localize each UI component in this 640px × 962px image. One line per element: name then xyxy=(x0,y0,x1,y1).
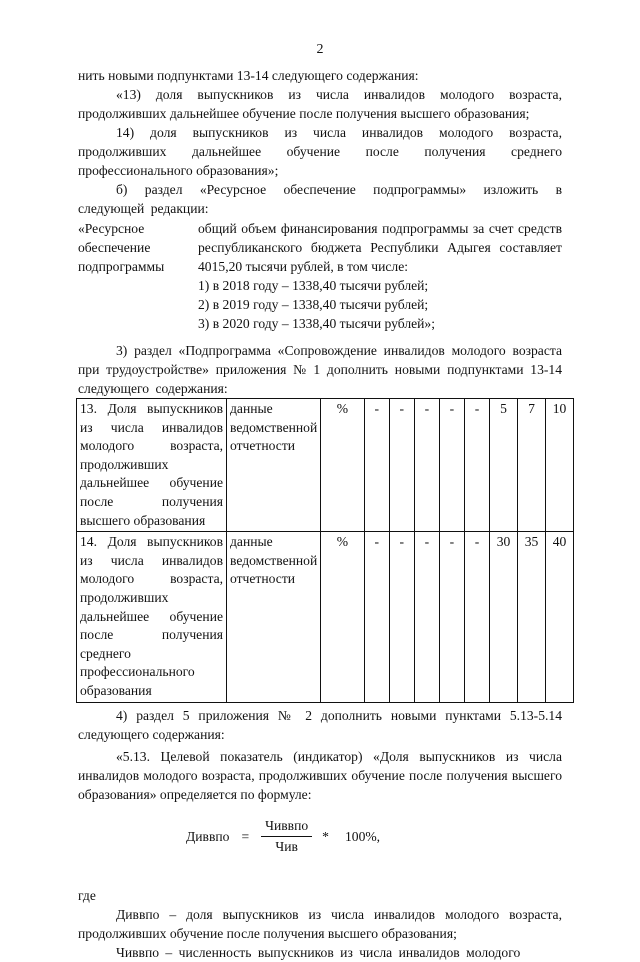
table-cell: - xyxy=(439,399,464,532)
formula-equals: = xyxy=(241,828,250,844)
formula-fraction xyxy=(261,818,312,855)
item-14-paragraph: 14) доля выпускников из числа инвалидов молодого возраста, продолживших дальнейшее обучение после получения среднего профессионального образования»; xyxy=(78,125,562,178)
formula-lhs: Диввпо xyxy=(186,828,230,844)
table-cell: - xyxy=(464,532,489,702)
resource-text-block xyxy=(198,219,562,333)
resource-year-2018: 1) в 2018 году – 1338,40 тысячи рублей; xyxy=(198,278,429,293)
formula-operator: * xyxy=(322,828,329,844)
indicator-table xyxy=(76,398,574,703)
resource-block xyxy=(78,219,562,333)
resource-text: общий объем финансирования подпрограммы за счет средств республиканского бюджета Республики Адыгея составляет 4015,20 тысячи рублей, в том числе: xyxy=(198,221,562,274)
table-cell: 5 xyxy=(490,399,518,532)
table-cell: 10 xyxy=(545,399,573,532)
table-cell: 35 xyxy=(518,532,546,702)
definition-1: Диввпо – доля выпускников из числа инвалидов молодого возраста, продолживших обучение после получения высшего образования; xyxy=(78,906,562,941)
table-cell: - xyxy=(364,399,389,532)
table-cell: - xyxy=(389,399,414,532)
indicator-source: данные ведомственной отчетности xyxy=(227,399,321,532)
resource-year-2020: 3) в 2020 году – 1338,40 тысячи рублей»; xyxy=(198,316,436,331)
intro-paragraph: нить новыми подпунктами 13-14 следующего содержания: xyxy=(78,68,419,83)
table-cell: - xyxy=(414,399,439,532)
indicator-unit: % xyxy=(321,532,364,702)
where-label: где xyxy=(78,887,96,903)
indicator-name: 14. Доля выпускников из числа инвалидов молодого возраста, продолживших дальнейшее обучение после получения среднего профессионального образования xyxy=(77,532,227,702)
table-cell: - xyxy=(464,399,489,532)
section-3-paragraph: 3) раздел «Подпрограмма «Сопровождение инвалидов молодого возраста при трудоустройстве» приложения № 1 дополнить новыми подпунктами 13-14 следующего содержания: xyxy=(78,343,562,396)
table-cell: 7 xyxy=(518,399,546,532)
item-13-paragraph: «13) доля выпускников из числа инвалидов молодого возраста, продолживших дальнейшее обучение после получения высшего образования; xyxy=(78,87,562,121)
table-cell: - xyxy=(414,532,439,702)
table-row xyxy=(77,532,574,702)
table-row xyxy=(77,399,574,532)
table-cell: - xyxy=(389,532,414,702)
formula-rhs: 100%, xyxy=(344,828,381,844)
formula xyxy=(186,814,562,860)
item-513-paragraph: «5.13. Целевой показатель (индикатор) «Доля выпускников из числа инвалидов молодого возраста, продолживших обучение после получения высшего образования» определяется по формуле: xyxy=(78,748,562,802)
table-cell: - xyxy=(439,532,464,702)
definition-2: Чиввпо – численность выпускников из числа инвалидов молодого xyxy=(116,944,521,960)
indicator-source: данные ведомственной отчетности xyxy=(227,532,321,702)
page-number: 2 xyxy=(316,42,324,57)
indicator-unit: % xyxy=(321,399,364,532)
formula-denominator: Чив xyxy=(275,839,298,854)
indicator-name: 13. Доля выпускников из числа инвалидов молодого возраста, продолживших дальнейшее обучение после получения высшего образования xyxy=(77,399,227,532)
formula-numerator: Чиввпо xyxy=(261,818,312,837)
resource-year-2019: 2) в 2019 году – 1338,40 тысячи рублей; xyxy=(198,297,429,312)
resource-label: «Ресурсное обеспечение подпрограммы xyxy=(78,221,165,274)
section-4-paragraph: 4) раздел 5 приложения № 2 дополнить новыми пунктами 5.13-5.14 следующего содержания: xyxy=(78,707,562,742)
table-cell: 30 xyxy=(490,532,518,702)
table-cell: 40 xyxy=(545,532,573,702)
table-cell: - xyxy=(364,532,389,702)
document-body xyxy=(78,66,567,962)
section-b-paragraph: б) раздел «Ресурсное обеспечение подпрограммы» изложить в следующей редакции: xyxy=(78,182,562,216)
